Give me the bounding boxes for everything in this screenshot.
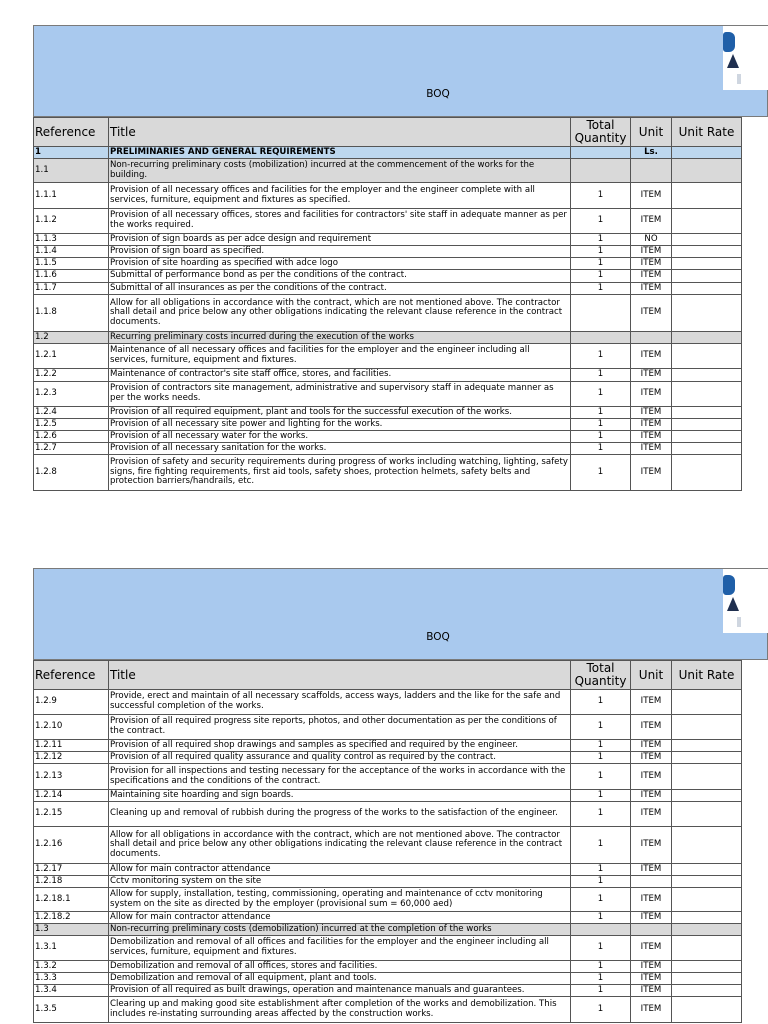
row-reference: 1.2.12 bbox=[34, 752, 109, 764]
row-unit: ITEM bbox=[631, 344, 672, 369]
row-quantity bbox=[571, 924, 631, 936]
row-unit: ITEM bbox=[631, 455, 672, 491]
row-unit-rate bbox=[672, 790, 742, 802]
table-row bbox=[34, 183, 742, 209]
row-title: Submittal of performance bond as per the conditions of the contract. bbox=[109, 270, 571, 283]
row-reference: 1.1.6 bbox=[34, 270, 109, 283]
table-row bbox=[34, 740, 742, 752]
row-unit: ITEM bbox=[631, 690, 672, 715]
row-title: Demobilization and removal of all offices and facilities for the employer and the engineer including all services, furniture, equipment and fixtures. bbox=[109, 936, 571, 961]
row-title: Allow for main contractor attendance bbox=[109, 864, 571, 876]
row-unit-rate bbox=[672, 752, 742, 764]
row-unit: ITEM bbox=[631, 985, 672, 997]
row-quantity: 1 bbox=[571, 740, 631, 752]
table-row bbox=[34, 147, 742, 159]
row-unit-rate bbox=[672, 369, 742, 382]
row-reference: 1.2 bbox=[34, 332, 109, 344]
row-title: Provision of sign boards as per adce design and requirement bbox=[109, 234, 571, 246]
row-title: Provision of all necessary offices, stores and facilities for contractors' site staff in adequate manner as per the works required. bbox=[109, 209, 571, 234]
row-unit: ITEM bbox=[631, 270, 672, 283]
row-reference: 1.1.2 bbox=[34, 209, 109, 234]
row-unit: ITEM bbox=[631, 443, 672, 455]
row-reference: 1.1.8 bbox=[34, 295, 109, 332]
table-row bbox=[34, 209, 742, 234]
row-unit: ITEM bbox=[631, 827, 672, 864]
row-quantity: 1 bbox=[571, 431, 631, 443]
row-quantity: 1 bbox=[571, 715, 631, 740]
table-row bbox=[34, 382, 742, 407]
row-reference: 1.1 bbox=[34, 159, 109, 183]
row-quantity: 1 bbox=[571, 407, 631, 419]
row-reference: 1.2.3 bbox=[34, 382, 109, 407]
header-unit: Unit bbox=[631, 118, 672, 147]
row-quantity: 1 bbox=[571, 985, 631, 997]
row-reference: 1.2.17 bbox=[34, 864, 109, 876]
row-unit: ITEM bbox=[631, 283, 672, 295]
table-row bbox=[34, 876, 742, 888]
row-title: Demobilization and removal of all offices, stores and facilities. bbox=[109, 961, 571, 973]
table-row bbox=[34, 752, 742, 764]
row-reference: 1.3.2 bbox=[34, 961, 109, 973]
row-title: Allow for all obligations in accordance with the contract, which are not mentioned above. The contractor shall detail and price below any other obligations indicating the relevant clause reference in the contract documents. bbox=[109, 827, 571, 864]
row-title: Provision of all required as built drawings, operation and maintenance manuals and guarantees. bbox=[109, 985, 571, 997]
table-row bbox=[34, 258, 742, 270]
row-unit-rate bbox=[672, 888, 742, 912]
row-reference: 1.1.7 bbox=[34, 283, 109, 295]
row-title: Allow for all obligations in accordance with the contract, which are not mentioned above. The contractor shall detail and price below any other obligations indicating the relevant clause reference in the contract documents. bbox=[109, 295, 571, 332]
row-quantity: 1 bbox=[571, 258, 631, 270]
row-quantity: 1 bbox=[571, 936, 631, 961]
row-unit: ITEM bbox=[631, 382, 672, 407]
row-quantity: 1 bbox=[571, 752, 631, 764]
banner-title: BOQ bbox=[426, 88, 450, 100]
row-quantity bbox=[571, 295, 631, 332]
table-row bbox=[34, 443, 742, 455]
table-row bbox=[34, 924, 742, 936]
table-header-row bbox=[34, 118, 742, 147]
row-quantity: 1 bbox=[571, 997, 631, 1023]
row-title: Provision of all necessary offices and facilities for the employer and the engineer complete with all services, furniture, equipment and fixtures as specified. bbox=[109, 183, 571, 209]
row-title: Provision of all required progress site reports, photos, and other documentation as per the conditions of the contract. bbox=[109, 715, 571, 740]
row-quantity: 1 bbox=[571, 864, 631, 876]
header-reference: Reference bbox=[34, 661, 109, 690]
row-reference: 1.2.18 bbox=[34, 876, 109, 888]
table-row bbox=[34, 431, 742, 443]
row-unit-rate bbox=[672, 443, 742, 455]
row-quantity: 1 bbox=[571, 344, 631, 369]
row-reference: 1.2.1 bbox=[34, 344, 109, 369]
row-unit-rate bbox=[672, 283, 742, 295]
row-title: Provision of all necessary site power and lighting for the works. bbox=[109, 419, 571, 431]
row-quantity: 1 bbox=[571, 382, 631, 407]
row-unit-rate bbox=[672, 864, 742, 876]
row-title: Provision of site hoarding as specified with adce logo bbox=[109, 258, 571, 270]
row-title: Demobilization and removal of all equipment, plant and tools. bbox=[109, 973, 571, 985]
row-title: Maintaining site hoarding and sign boards. bbox=[109, 790, 571, 802]
row-unit-rate bbox=[672, 332, 742, 344]
table-row bbox=[34, 344, 742, 369]
row-unit-rate bbox=[672, 295, 742, 332]
row-unit: ITEM bbox=[631, 790, 672, 802]
row-unit-rate bbox=[672, 270, 742, 283]
row-unit-rate bbox=[672, 764, 742, 790]
row-reference: 1.3.5 bbox=[34, 997, 109, 1023]
table-row bbox=[34, 270, 742, 283]
row-unit: ITEM bbox=[631, 864, 672, 876]
row-unit: NO bbox=[631, 234, 672, 246]
row-unit-rate bbox=[672, 936, 742, 961]
header-unit: Unit bbox=[631, 661, 672, 690]
row-title: Allow for supply, installation, testing, commissioning, operating and maintenance of cctv monitoring system on the site as directed by the employer (provisional sum = 60,000 aed) bbox=[109, 888, 571, 912]
table-row bbox=[34, 159, 742, 183]
table-row bbox=[34, 985, 742, 997]
row-unit bbox=[631, 332, 672, 344]
table-row bbox=[34, 283, 742, 295]
row-title: Allow for main contractor attendance bbox=[109, 912, 571, 924]
row-title: Cleaning up and removal of rubbish during the progress of the works to the satisfaction of the engineer. bbox=[109, 802, 571, 827]
table-row bbox=[34, 369, 742, 382]
row-title: Provision of all necessary sanitation for the works. bbox=[109, 443, 571, 455]
row-quantity bbox=[571, 159, 631, 183]
row-reference: 1.2.14 bbox=[34, 790, 109, 802]
row-quantity: 1 bbox=[571, 183, 631, 209]
table-row bbox=[34, 246, 742, 258]
row-quantity: 1 bbox=[571, 690, 631, 715]
table-row bbox=[34, 407, 742, 419]
banner-title: BOQ bbox=[426, 631, 450, 643]
row-reference: 1.2.15 bbox=[34, 802, 109, 827]
row-reference: 1.2.11 bbox=[34, 740, 109, 752]
row-unit-rate bbox=[672, 912, 742, 924]
row-unit: ITEM bbox=[631, 183, 672, 209]
row-reference: 1.2.8 bbox=[34, 455, 109, 491]
row-unit-rate bbox=[672, 183, 742, 209]
table-row bbox=[34, 419, 742, 431]
row-unit: ITEM bbox=[631, 997, 672, 1023]
row-unit-rate bbox=[672, 234, 742, 246]
boq-banner bbox=[33, 25, 768, 117]
row-quantity bbox=[571, 332, 631, 344]
row-unit bbox=[631, 924, 672, 936]
row-unit: ITEM bbox=[631, 407, 672, 419]
row-title: Provision of all required equipment, plant and tools for the successful execution of the works. bbox=[109, 407, 571, 419]
row-quantity: 1 bbox=[571, 209, 631, 234]
row-quantity: 1 bbox=[571, 973, 631, 985]
table-row bbox=[34, 973, 742, 985]
row-unit-rate bbox=[672, 246, 742, 258]
row-reference: 1.2.6 bbox=[34, 431, 109, 443]
row-unit bbox=[631, 876, 672, 888]
row-reference: 1.3.3 bbox=[34, 973, 109, 985]
header-rate: Unit Rate bbox=[672, 661, 742, 690]
row-quantity bbox=[571, 147, 631, 159]
table-row bbox=[34, 332, 742, 344]
row-quantity: 1 bbox=[571, 876, 631, 888]
row-unit-rate bbox=[672, 431, 742, 443]
row-unit: ITEM bbox=[631, 295, 672, 332]
row-unit-rate bbox=[672, 258, 742, 270]
row-reference: 1.2.4 bbox=[34, 407, 109, 419]
row-title: Provision of contractors site management, administrative and supervisory staff in adequate manner as per the works needs. bbox=[109, 382, 571, 407]
row-unit-rate bbox=[672, 973, 742, 985]
table-row bbox=[34, 455, 742, 491]
row-reference: 1.2.16 bbox=[34, 827, 109, 864]
boq-table bbox=[33, 117, 742, 491]
row-unit-rate bbox=[672, 147, 742, 159]
row-reference: 1.3.4 bbox=[34, 985, 109, 997]
table-row bbox=[34, 827, 742, 864]
table-body bbox=[34, 690, 742, 1023]
row-title: Provision of all required shop drawings and samples as specified and required by the engineer. bbox=[109, 740, 571, 752]
table-row bbox=[34, 690, 742, 715]
row-unit-rate bbox=[672, 997, 742, 1023]
table-row bbox=[34, 295, 742, 332]
row-title: Maintenance of contractor's site staff office, stores, and facilities. bbox=[109, 369, 571, 382]
row-unit: ITEM bbox=[631, 961, 672, 973]
row-unit: ITEM bbox=[631, 431, 672, 443]
row-quantity: 1 bbox=[571, 443, 631, 455]
row-quantity: 1 bbox=[571, 369, 631, 382]
table-row bbox=[34, 764, 742, 790]
table-row bbox=[34, 961, 742, 973]
row-unit: ITEM bbox=[631, 752, 672, 764]
row-quantity: 1 bbox=[571, 802, 631, 827]
row-title: Provision of sign board as specified. bbox=[109, 246, 571, 258]
header-rate: Unit Rate bbox=[672, 118, 742, 147]
row-quantity: 1 bbox=[571, 912, 631, 924]
header-quantity: Total Quantity bbox=[571, 661, 631, 690]
row-title: Provision of safety and security requirements during progress of works including watching, lighting, safety signs, fire fighting requirements, first aid tools, safety shoes, protection helmets, safety belts and protection barriers/handrails, etc. bbox=[109, 455, 571, 491]
row-reference: 1.2.7 bbox=[34, 443, 109, 455]
row-title: Submittal of all insurances as per the conditions of the contract. bbox=[109, 283, 571, 295]
row-quantity: 1 bbox=[571, 827, 631, 864]
row-unit-rate bbox=[672, 740, 742, 752]
header-title: Title bbox=[109, 118, 571, 147]
table-header-row bbox=[34, 661, 742, 690]
row-reference: 1.2.13 bbox=[34, 764, 109, 790]
table-row bbox=[34, 864, 742, 876]
row-title: Provision of all necessary water for the works. bbox=[109, 431, 571, 443]
row-title: Provision of all required quality assurance and quality control as required by the contract. bbox=[109, 752, 571, 764]
row-unit-rate bbox=[672, 924, 742, 936]
row-quantity: 1 bbox=[571, 419, 631, 431]
row-unit: ITEM bbox=[631, 764, 672, 790]
row-unit: ITEM bbox=[631, 369, 672, 382]
row-unit-rate bbox=[672, 876, 742, 888]
row-unit-rate bbox=[672, 209, 742, 234]
row-reference: 1.2.9 bbox=[34, 690, 109, 715]
row-unit-rate bbox=[672, 455, 742, 491]
row-quantity: 1 bbox=[571, 283, 631, 295]
row-reference: 1.2.18.1 bbox=[34, 888, 109, 912]
row-unit: ITEM bbox=[631, 802, 672, 827]
row-unit: ITEM bbox=[631, 912, 672, 924]
table-row bbox=[34, 715, 742, 740]
row-unit: ITEM bbox=[631, 209, 672, 234]
row-unit-rate bbox=[672, 802, 742, 827]
row-unit: ITEM bbox=[631, 888, 672, 912]
row-unit-rate bbox=[672, 985, 742, 997]
row-unit-rate bbox=[672, 344, 742, 369]
boq-banner bbox=[33, 568, 768, 660]
table-row bbox=[34, 234, 742, 246]
boq-table bbox=[33, 660, 742, 1023]
row-unit: ITEM bbox=[631, 973, 672, 985]
row-title: Provide, erect and maintain of all necessary scaffolds, access ways, ladders and the like for the safe and successful completion of the works. bbox=[109, 690, 571, 715]
row-unit-rate bbox=[672, 159, 742, 183]
company-logo bbox=[723, 26, 768, 90]
row-unit bbox=[631, 159, 672, 183]
row-unit: ITEM bbox=[631, 715, 672, 740]
table-row bbox=[34, 802, 742, 827]
row-reference: 1.1.3 bbox=[34, 234, 109, 246]
table-row bbox=[34, 912, 742, 924]
row-reference: 1.1.5 bbox=[34, 258, 109, 270]
row-reference: 1 bbox=[34, 147, 109, 159]
row-quantity: 1 bbox=[571, 234, 631, 246]
row-unit: ITEM bbox=[631, 936, 672, 961]
row-unit: ITEM bbox=[631, 419, 672, 431]
row-reference: 1.2.18.2 bbox=[34, 912, 109, 924]
table-row bbox=[34, 790, 742, 802]
row-unit-rate bbox=[672, 690, 742, 715]
row-quantity: 1 bbox=[571, 764, 631, 790]
row-reference: 1.2.2 bbox=[34, 369, 109, 382]
row-quantity: 1 bbox=[571, 888, 631, 912]
row-unit-rate bbox=[672, 961, 742, 973]
row-reference: 1.3.1 bbox=[34, 936, 109, 961]
row-title: Recurring preliminary costs incurred during the execution of the works bbox=[109, 332, 571, 344]
row-title: Non-recurring preliminary costs (demobilization) incurred at the completion of the works bbox=[109, 924, 571, 936]
row-reference: 1.2.10 bbox=[34, 715, 109, 740]
table-row bbox=[34, 936, 742, 961]
row-title: PRELIMINARIES AND GENERAL REQUIREMENTS bbox=[109, 147, 571, 159]
row-quantity: 1 bbox=[571, 455, 631, 491]
header-quantity: Total Quantity bbox=[571, 118, 631, 147]
row-unit: ITEM bbox=[631, 246, 672, 258]
row-title: Provision for all inspections and testing necessary for the acceptance of the works in accordance with the specifications and the conditions of the contract. bbox=[109, 764, 571, 790]
row-reference: 1.2.5 bbox=[34, 419, 109, 431]
table-body bbox=[34, 147, 742, 491]
row-reference: 1.1.4 bbox=[34, 246, 109, 258]
row-quantity: 1 bbox=[571, 961, 631, 973]
table-row bbox=[34, 997, 742, 1023]
row-title: Non-recurring preliminary costs (mobilization) incurred at the commencement of the works for the building. bbox=[109, 159, 571, 183]
row-unit-rate bbox=[672, 382, 742, 407]
row-unit: Ls. bbox=[631, 147, 672, 159]
row-reference: 1.1.1 bbox=[34, 183, 109, 209]
row-quantity: 1 bbox=[571, 790, 631, 802]
header-reference: Reference bbox=[34, 118, 109, 147]
row-title: Cctv monitoring system on the site bbox=[109, 876, 571, 888]
row-reference: 1.3 bbox=[34, 924, 109, 936]
row-title: Clearing up and making good site establishment after completion of the works and demobilization. This includes re-instating surrounding areas affected by the construction works. bbox=[109, 997, 571, 1023]
row-unit: ITEM bbox=[631, 740, 672, 752]
row-unit: ITEM bbox=[631, 258, 672, 270]
row-unit-rate bbox=[672, 715, 742, 740]
row-unit-rate bbox=[672, 407, 742, 419]
header-title: Title bbox=[109, 661, 571, 690]
row-quantity: 1 bbox=[571, 246, 631, 258]
row-title: Maintenance of all necessary offices and facilities for the employer and the engineer including all services, furniture, equipment and fixtures. bbox=[109, 344, 571, 369]
row-quantity: 1 bbox=[571, 270, 631, 283]
row-unit-rate bbox=[672, 419, 742, 431]
table-row bbox=[34, 888, 742, 912]
row-unit-rate bbox=[672, 827, 742, 864]
company-logo bbox=[723, 569, 768, 633]
